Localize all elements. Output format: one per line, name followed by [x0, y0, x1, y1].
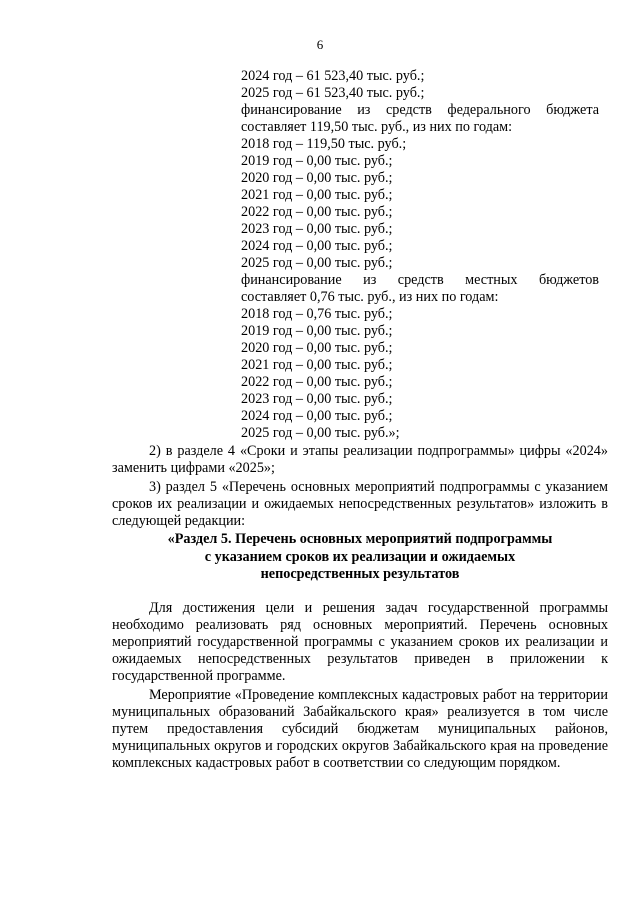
section-heading	[112, 531, 608, 584]
federal-year-line: 2021 год – 0,00 тыс. руб.;	[241, 187, 393, 203]
local-year-line: 2020 год – 0,00 тыс. руб.;	[241, 340, 393, 356]
local-year-line: 2018 год – 0,76 тыс. руб.;	[241, 306, 393, 322]
funding-line: 2024 год – 61 523,40 тыс. руб.;	[241, 68, 425, 84]
local-year-line: 2025 год – 0,00 тыс. руб.»;	[241, 425, 400, 441]
federal-year-line: 2023 год – 0,00 тыс. руб.;	[241, 221, 393, 237]
body-paragraph-1: Для достижения цели и решения задач государственной программы необходимо реализовать ряд основных мероприятий. Перечень основных мероприятий государственной программы с указанием сроков их реализации и ожидаемых непосредственных результатов приведен в приложении к государственной программе.	[112, 600, 608, 684]
local-year-line: 2022 год – 0,00 тыс. руб.;	[241, 374, 393, 390]
local-year-line: 2021 год – 0,00 тыс. руб.;	[241, 357, 393, 373]
section-heading-line: «Раздел 5. Перечень основных мероприятий подпрограммы	[167, 531, 553, 547]
local-funding-intro: финансирование из средств местных бюджетов	[241, 272, 599, 288]
federal-funding-total: составляет 119,50 тыс. руб., из них по годам:	[241, 119, 513, 135]
local-year-line: 2024 год – 0,00 тыс. руб.;	[241, 408, 393, 424]
federal-funding-intro: финансирование из средств федерального бюджета	[241, 102, 599, 118]
funding-line: 2025 год – 61 523,40 тыс. руб.;	[241, 85, 425, 101]
federal-year-line: 2018 год – 119,50 тыс. руб.;	[241, 136, 407, 152]
page-number: 6	[316, 37, 324, 52]
funding-list	[241, 68, 599, 442]
local-year-line: 2023 год – 0,00 тыс. руб.;	[241, 391, 393, 407]
section-heading-line: непосредственных результатов	[260, 566, 460, 582]
amendment-item-2: 2) в разделе 4 «Сроки и этапы реализации подпрограммы» цифры «2024» заменить цифрами «2025»;	[112, 443, 608, 476]
section-heading-line: с указанием сроков их реализации и ожидаемых	[204, 548, 516, 565]
local-funding-total: составляет 0,76 тыс. руб., из них по годам:	[241, 289, 499, 305]
local-year-line: 2019 год – 0,00 тыс. руб.;	[241, 323, 393, 339]
body-paragraph-2: Мероприятие «Проведение комплексных кадастровых работ на территории муниципальных образований Забайкальского края» реализуется в том числе путем предоставления субсидий бюджетам муниципальных районов, муниципальных округов и городских округов Забайкальского края на проведение комплексных кадастровых работ в соответствии со следующим порядком.	[112, 687, 608, 771]
federal-year-line: 2019 год – 0,00 тыс. руб.;	[241, 153, 393, 169]
amendment-item-3: 3) раздел 5 «Перечень основных мероприятий подпрограммы с указанием сроков их реализации и ожидаемых непосредственных результатов» изложить в следующей редакции:	[112, 479, 608, 529]
federal-year-line: 2020 год – 0,00 тыс. руб.;	[241, 170, 393, 186]
federal-year-line: 2022 год – 0,00 тыс. руб.;	[241, 204, 393, 220]
federal-year-line: 2025 год – 0,00 тыс. руб.;	[241, 255, 393, 271]
federal-year-line: 2024 год – 0,00 тыс. руб.;	[241, 238, 393, 254]
